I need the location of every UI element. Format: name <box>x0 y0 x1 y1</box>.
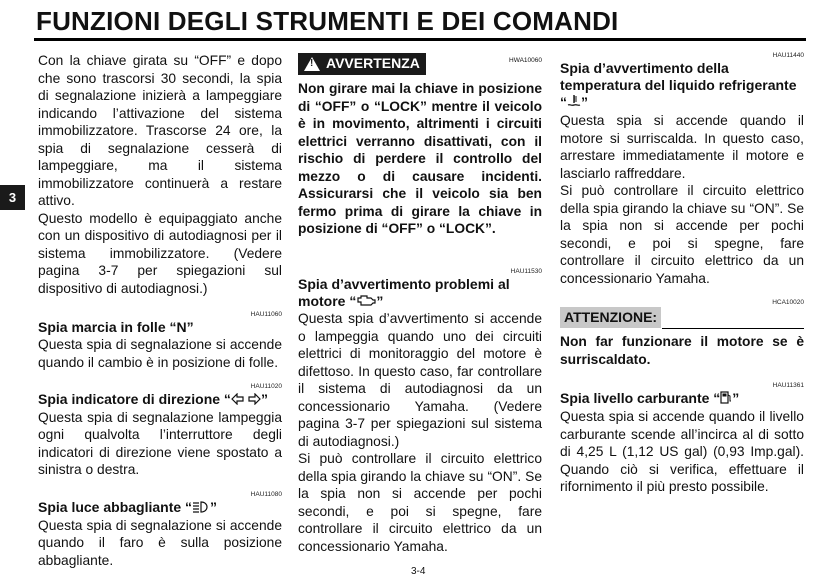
page-title: FUNZIONI DEGLI STRUMENTI E DEI COMANDI <box>36 6 619 36</box>
warning-badge <box>298 53 426 75</box>
section-text: Questa spia di segnalazione lampeggia ogni qualvolta l’interruttore degli indicatori di direzione viene spostato a sinistra o destra. <box>38 409 282 478</box>
section-title: Spia marcia in folle “N” <box>38 319 194 335</box>
attention-label: ATTENZIONE: <box>560 307 661 328</box>
attention-header <box>560 307 804 329</box>
section-text-2: Si può controllare il circuito elettrico della spia girando la chiave su “ON”. Se la spia non si accende per pochi secondi, e poi si spegne, fare controllare il circuito elettrico da un concessionario Yamaha. <box>560 183 804 286</box>
section-title: Spia luce abbagliante “ ” <box>38 498 218 515</box>
section-text: Questa spia si accende quando il livello carburante scende all’incirca al di sotto di 4,25 L (1,12 US gal) (0,93 Imp.gal). Quando ciò si verifica, effettuare il rifornimento il più presto possibile. <box>560 409 804 495</box>
attention-code: HCA10020 <box>772 299 804 307</box>
section-code: HAU11530 <box>510 267 542 275</box>
section-text-1: Questa spia si accende quando il motore si surriscalda. In questo caso, arrestare immediatamente il motore e lasciarlo raffreddare. <box>560 113 804 181</box>
column-3 <box>560 52 804 496</box>
section-title: Spia livello carburante “ ” <box>560 390 740 407</box>
section-text-2: Si può controllare il circuito elettrico della spia girando la chiave su “ON”. Se la spia non si accende per pochi secondi, e poi si spegne, fare controllare il circuito elettrico da un concessionario Yamaha. <box>298 451 542 554</box>
section-engine-warning <box>298 268 542 556</box>
section-neutral <box>38 311 282 371</box>
warning-code: HWA10060 <box>509 57 542 64</box>
section-title: Spia d’avvertimento della temperatura del liquido refrigerante “ ” <box>560 60 804 112</box>
attention-rule <box>662 328 804 329</box>
section-code: HAU11440 <box>772 52 804 59</box>
section-turn-signal <box>38 383 282 479</box>
attention-block <box>560 299 804 368</box>
section-text: Questa spia di segnalazione si accende quando il cambio è in posizione di folle. <box>38 337 282 370</box>
section-code: HAU11020 <box>250 383 282 390</box>
section-title: Spia d’avvertimento problemi al motore “ ” <box>298 275 510 309</box>
section-high-beam <box>38 491 282 569</box>
page-number: 3-4 <box>411 566 426 577</box>
coolant-temperature-icon <box>567 94 581 112</box>
intro-paragraph-1: Con la chiave girata su “OFF” e dopo che sono trascorsi 30 secondi, la spia di segnalazione inizierà a lampeggiare indicando l’attivazione del sistema immobilizzatore. Trascorse 24 ore, la spia di segnalazione cesserà di lampeggiare, ma il sistema immobilizzatore continuerà a restare attivo. <box>38 53 282 208</box>
chapter-tab: 3 <box>0 185 25 210</box>
high-beam-icon <box>192 500 210 517</box>
engine-warning-icon <box>356 293 376 310</box>
warning-text: Non girare mai la chiave in posizione di “OFF” o “LOCK” mentre il veicolo è in movimento, altrimenti i circuiti elettrici verranno disattivati, con il rischio di perdere il controllo del mezzo o di causare incidenti. Assicurarsi che il veicolo sia ben fermo prima di girare la chiave in posizione di “OFF” o “LOCK”. <box>298 81 542 236</box>
section-code: HAU11361 <box>772 382 804 390</box>
fuel-pump-icon <box>720 391 732 408</box>
section-text-1: Questa spia d’avvertimento si accende o lampeggia quando uno dei circuiti elettrici di monitoraggio del motore è difettoso. In questo caso, far controllare il sistema di autodiagnosi da un concessionario Yamaha. (Vedere pagina 3-7 per spiegazioni sul sistema di autodiagnosi.) <box>298 311 542 449</box>
warning-label: AVVERTENZA <box>326 55 420 72</box>
column-2 <box>298 52 542 555</box>
section-code: HAU11060 <box>250 311 282 318</box>
column-1 <box>38 52 282 569</box>
intro-paragraph-2: Questo modello è equipaggiato anche con un dispositivo di autodiagnosi per il sistema immobilizzatore. (Vedere pagina 3-7 per spiegazioni sul dispositivo di autodiagnosi.) <box>38 210 282 296</box>
section-text: Questa spia di segnalazione si accende quando il faro è sulla posizione abbagliante. <box>38 517 282 568</box>
section-fuel <box>560 382 804 495</box>
page-header <box>34 6 806 41</box>
turn-signal-arrows-icon <box>231 392 261 409</box>
section-code: HAU11080 <box>250 490 282 498</box>
warning-triangle-icon <box>304 57 320 71</box>
warning-header <box>298 52 542 76</box>
section-title: Spia indicatore di direzione “ ” <box>38 391 268 407</box>
attention-text: Non far funzionare il motore se è surriscaldato. <box>560 334 804 367</box>
